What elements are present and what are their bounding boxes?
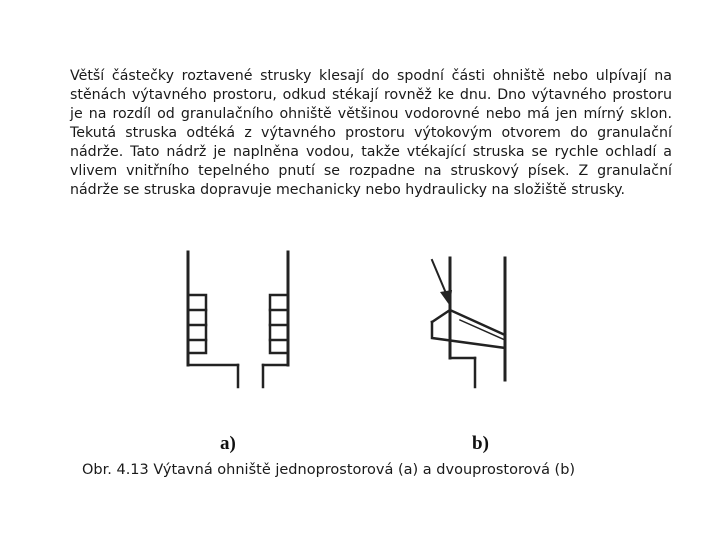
furnace-figure xyxy=(150,240,570,455)
diagram-b xyxy=(432,258,505,387)
figure-caption: Obr. 4.13 Výtavná ohniště jednoprostorová (a) a dvouprostorová (b) xyxy=(82,462,576,478)
furnace-diagram xyxy=(150,240,570,455)
arrow-head-icon xyxy=(440,290,452,306)
body-paragraph: Větší částečky roztavené strusky klesají do spodní části ohniště nebo ulpívají na stěnách výtavného prostoru, odkud stékají rovněž ke dnu. Dno výtavného prostoru je na rozdíl od granulačního ohniště většinou vodorovné nebo má jen mírný sklon. Tekutá struska odtéká z výtavného prostoru výtokovým otvorem do granulační nádrže. Tato nádrž je naplněna vodou, takže vtékající struska se rychle ochladí a vlivem vnitřního tepelného pnutí se rozpadne na struskový písek. Z granulační nádrže se struska dopravuje mechanicky nebo hydraulicky na složiště strusky. xyxy=(70,68,672,199)
label-a: a) xyxy=(220,433,236,454)
label-b: b) xyxy=(472,433,489,454)
diagram-a xyxy=(188,252,288,387)
